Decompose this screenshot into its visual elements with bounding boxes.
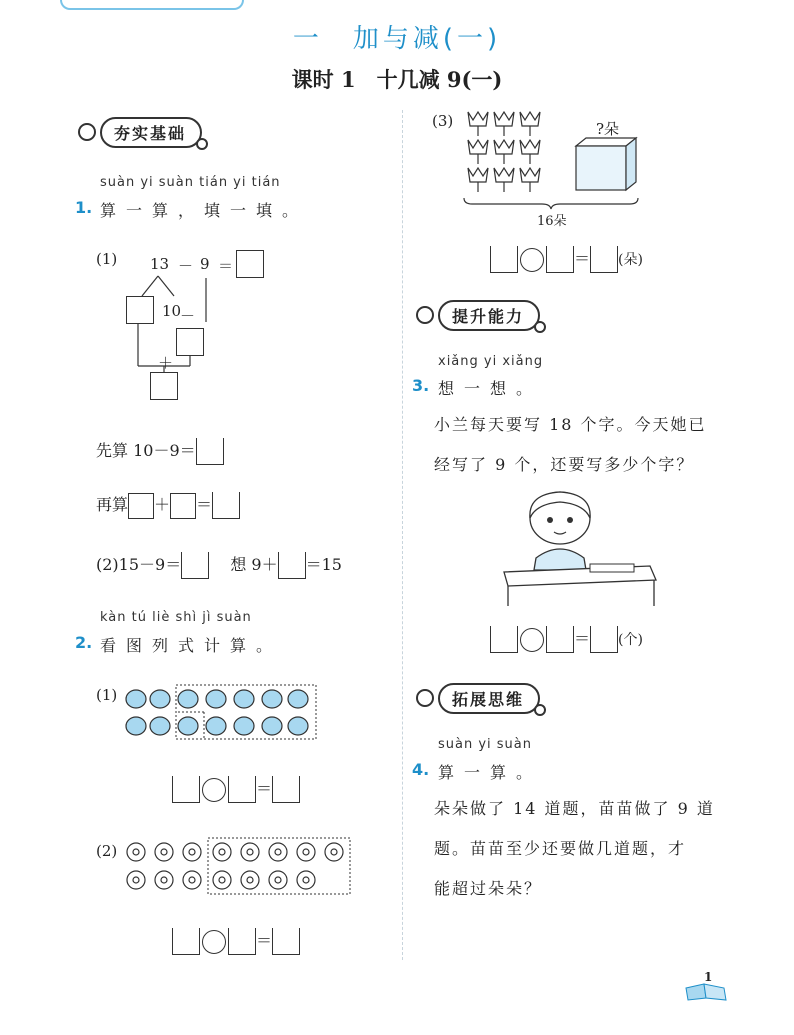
- answer-box-q3-1[interactable]: [490, 626, 518, 653]
- apple-icon: [234, 690, 254, 708]
- flower-icon: [213, 843, 231, 861]
- q4-line2: 题。苗苗至少还要做几道题，才: [434, 839, 687, 858]
- section-badge-basic: [78, 118, 202, 146]
- q1-text: 算一算，填一填。: [100, 201, 309, 220]
- tulip-icon: [494, 168, 514, 192]
- flower-icon: [297, 843, 315, 861]
- flower-group: [124, 836, 354, 896]
- answer-box-result[interactable]: [236, 250, 264, 278]
- apple-icon: [206, 717, 226, 735]
- split-minus: －: [180, 307, 196, 325]
- q4-number: 4.: [412, 760, 430, 779]
- flower-icon: [325, 843, 343, 861]
- eq-subtrahend: 9: [200, 255, 210, 273]
- apple-icon: [262, 690, 282, 708]
- section-badge-extend: [416, 684, 540, 712]
- tulip-group: [464, 108, 554, 198]
- answer-box-q2c-3[interactable]: [590, 246, 618, 273]
- answer-box-split-diff[interactable]: [176, 328, 204, 356]
- badge-ring-icon: [416, 306, 434, 324]
- q2a-equals: ＝: [256, 779, 273, 798]
- q1-think-text: 想 9＋: [230, 555, 278, 574]
- unit-title: 一 加与减(一): [292, 24, 502, 54]
- q2-pinyin: kàn tú liè shì jì suàn: [100, 610, 252, 625]
- tulip-icon: [520, 112, 540, 136]
- book-icon: [684, 982, 728, 1002]
- answer-box-q2a-1[interactable]: [172, 776, 200, 803]
- eq-minus: －: [178, 257, 194, 275]
- q4-text: 算一算。: [438, 763, 543, 782]
- q1-think-end: ＝15: [305, 555, 342, 574]
- operator-circle[interactable]: [520, 248, 544, 272]
- q4-pinyin: suàn yi suàn: [438, 737, 533, 752]
- first-calc: [96, 438, 224, 465]
- eq-minuend: 13: [150, 255, 170, 273]
- q3-number: 3.: [412, 376, 430, 395]
- tulip-icon: [468, 140, 488, 164]
- apple-icon: [262, 717, 282, 735]
- q1-part2: [96, 552, 342, 579]
- split-ten: 10: [162, 302, 182, 320]
- operator-circle[interactable]: [520, 628, 544, 652]
- section-title-improve: 提升能力: [438, 300, 540, 331]
- answer-box-q2a-3[interactable]: [272, 776, 300, 803]
- then-equals: ＝: [196, 495, 213, 514]
- box-icon: [572, 136, 640, 194]
- apple-icon: [150, 690, 170, 708]
- q4-line3: 能超过朵朵？: [434, 879, 543, 898]
- answer-box-q3-2[interactable]: [546, 626, 574, 653]
- answer-box-split-left[interactable]: [126, 296, 154, 324]
- total-brace: [462, 196, 640, 210]
- flower-icon: [269, 871, 287, 889]
- apple-icon: [150, 717, 170, 735]
- answer-box-q2b-2[interactable]: [228, 928, 256, 955]
- apple-icon: [178, 690, 198, 708]
- total-label: 16朵: [537, 214, 567, 229]
- first-calc-text: 先算 10－9＝: [96, 441, 196, 460]
- flower-icon: [155, 843, 173, 861]
- tulip-icon: [520, 140, 540, 164]
- q2-number: 2.: [75, 633, 93, 652]
- q1-part2-text: (2)15－9＝: [96, 555, 182, 574]
- apple-icon: [206, 690, 226, 708]
- answer-box-then-a[interactable]: [128, 493, 154, 519]
- apple-icon: [178, 717, 198, 735]
- then-plus: ＋: [154, 495, 171, 514]
- answer-box-q2c-2[interactable]: [546, 246, 574, 273]
- q3-line1: 小兰每天要写 18 个字。今天她已: [434, 415, 707, 434]
- q3-line2: 经写了 9 个，还要写多少个字？: [434, 455, 695, 474]
- flower-icon: [183, 843, 201, 861]
- section-title-basic: 夯实基础: [100, 117, 202, 148]
- q1-pinyin: suàn yi suàn tián yi tián: [100, 175, 281, 190]
- flower-icon: [155, 871, 173, 889]
- eq-equals: ＝: [218, 257, 234, 275]
- answer-box-split-sum[interactable]: [150, 372, 178, 400]
- flower-icon: [127, 871, 145, 889]
- q3-text: 想一想。: [438, 379, 543, 398]
- q2-part3-label: (3): [432, 112, 454, 130]
- q3-unit: (个): [618, 632, 643, 648]
- answer-box-first[interactable]: [196, 438, 224, 465]
- q2c-unit: (朵): [618, 252, 643, 268]
- answer-box-q3-3[interactable]: [590, 626, 618, 653]
- answer-box-then-b[interactable]: [170, 493, 196, 519]
- answer-box-think[interactable]: [278, 552, 306, 579]
- header-decoration: [60, 0, 244, 10]
- tulip-icon: [494, 112, 514, 136]
- flower-icon: [241, 871, 259, 889]
- section-title-extend: 拓展思维: [438, 683, 540, 714]
- q1-part1-label: (1): [96, 250, 118, 268]
- apple-group: [122, 682, 322, 742]
- section-badge-improve: [416, 301, 540, 329]
- page-number: 1: [704, 970, 713, 984]
- q3-equation: [490, 626, 643, 653]
- q2c-equals: ＝: [574, 249, 591, 268]
- split-plus: ＋: [158, 354, 174, 372]
- tulip-icon: [468, 112, 488, 136]
- answer-box-q2b-1[interactable]: [172, 928, 200, 955]
- flower-icon: [269, 843, 287, 861]
- tulip-icon: [494, 140, 514, 164]
- then-calc: [96, 492, 240, 519]
- lesson-title: 课时 1 十几减 9(一): [291, 67, 503, 92]
- badge-ring-icon: [78, 123, 96, 141]
- tulip-icon: [468, 168, 488, 192]
- apple-icon: [288, 690, 308, 708]
- q4-line1: 朵朵做了 14 道题，苗苗做了 9 道: [434, 799, 715, 818]
- answer-box-q2c-1[interactable]: [490, 246, 518, 273]
- flower-icon: [127, 843, 145, 861]
- q2-part2-label: (2): [96, 842, 118, 860]
- column-divider: [402, 110, 403, 960]
- operator-circle[interactable]: [202, 778, 226, 802]
- badge-ring-icon: [416, 689, 434, 707]
- answer-box-part2[interactable]: [181, 552, 209, 579]
- girl-writing-illustration: [500, 488, 660, 608]
- q2-part1-label: (1): [96, 686, 118, 704]
- q1-number: 1.: [75, 198, 93, 217]
- q2-part3-equation: [490, 246, 643, 273]
- q2b-equals: ＝: [256, 931, 273, 950]
- apple-icon: [288, 717, 308, 735]
- flower-icon: [213, 871, 231, 889]
- flower-icon: [241, 843, 259, 861]
- answer-box-q2b-3[interactable]: [272, 928, 300, 955]
- q3-pinyin: xiǎng yi xiǎng: [438, 354, 544, 369]
- apple-icon: [234, 717, 254, 735]
- apple-icon: [126, 690, 146, 708]
- q2-part2-equation: [172, 928, 300, 955]
- q2-part1-equation: [172, 776, 300, 803]
- q2-text: 看图列式计算。: [100, 636, 283, 655]
- flower-icon: [297, 871, 315, 889]
- apple-icon: [126, 717, 146, 735]
- answer-box-q2a-2[interactable]: [228, 776, 256, 803]
- tulip-icon: [520, 168, 540, 192]
- then-calc-text: 再算: [96, 495, 129, 514]
- answer-box-then-c[interactable]: [212, 492, 240, 519]
- unknown-label: ?朵: [596, 120, 620, 138]
- q3-equals: ＝: [574, 629, 591, 648]
- operator-circle[interactable]: [202, 930, 226, 954]
- flower-icon: [183, 871, 201, 889]
